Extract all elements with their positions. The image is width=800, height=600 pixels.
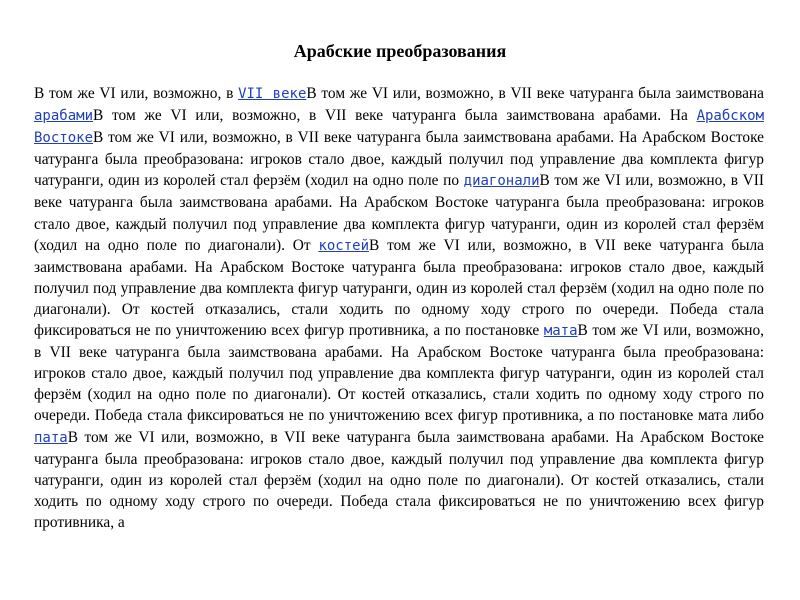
link-arabs[interactable]: арабами xyxy=(34,108,94,125)
text-segment: В том же VI или, возможно, в VII веке чатуранга была заимствована арабами. На Арабском Востоке чатуранга была преобразована: игроков стало двое, каждый получил под управление два комплекта фигур чатуранги, один из королей стал ферзём (ходил на одно поле по диагонали). От xyxy=(34,172,764,254)
page-title: Арабские преобразования xyxy=(293,41,507,61)
link-stalemate[interactable]: пата xyxy=(34,429,68,446)
link-diagonal[interactable]: диагонали xyxy=(463,173,540,190)
text-segment: В том же VI или, возможно, в VII веке чатуранга была заимствована арабами. На Арабском Востоке чатуранга была преобразована: игроков стало двое, каждый получил под управление два комплекта фигур чатуранги, один из королей стал ферзём (ходил на одно поле по xyxy=(34,129,764,190)
text-segment: В том же VI или, возможно, в xyxy=(34,85,239,102)
text-segment: В том же VI или, возможно, в VII веке чатуранга была заимствована арабами. На Арабском Востоке чатуранга была преобразована: игроков стало двое, каждый получил под управление два комплекта фигур чатуранги, один из королей стал ферзём (ходил на одно поле по диагонали). От костей отказались, стали ходить по одному ходу строго по очереди. Победа стала фиксироваться не по уничтожению всех фигур противника, а xyxy=(34,428,764,531)
text-segment: В том же VI или, возможно, в VII веке чатуранга была заимствована арабами. На xyxy=(93,107,697,125)
link-arab-east[interactable]: Арабском Востоке xyxy=(34,108,764,147)
body-paragraph xyxy=(34,83,764,533)
link-vii-century[interactable]: VII веке xyxy=(238,86,307,102)
text-segment: В том же VI или, возможно, в VII веке чатуранга была заимствована арабами. На Арабском Востоке чатуранга была преобразована: игроков стало двое, каждый получил под управление два комплекта фигур чатуранги, один из королей стал ферзём (ходил на одно поле по диагонали). От костей отказались, стали ходить по одному ходу строго по очереди. Победа стала фиксироваться не по уничтожению всех фигур противника, а по постановке xyxy=(34,236,765,340)
text-segment: В том же VI или, возможно, в VII веке чатуранга была заимствована xyxy=(306,85,764,102)
link-dice[interactable]: костей xyxy=(318,237,370,254)
link-checkmate[interactable]: мата xyxy=(543,323,578,340)
text-segment: В том же VI или, возможно, в VII веке чатуранга была заимствована арабами. На Арабском Востоке чатуранга была преобразована: игроков стало двое, каждый получил под управление два комплекта фигур чатуранги, один из королей стал ферзём (ходил на одно поле по диагонали). От костей отказались, стали ходить по одному ходу строго по очереди. Победа стала фиксироваться не по уничтожению всех фигур противника, а по постановке мата либо xyxy=(34,322,764,425)
